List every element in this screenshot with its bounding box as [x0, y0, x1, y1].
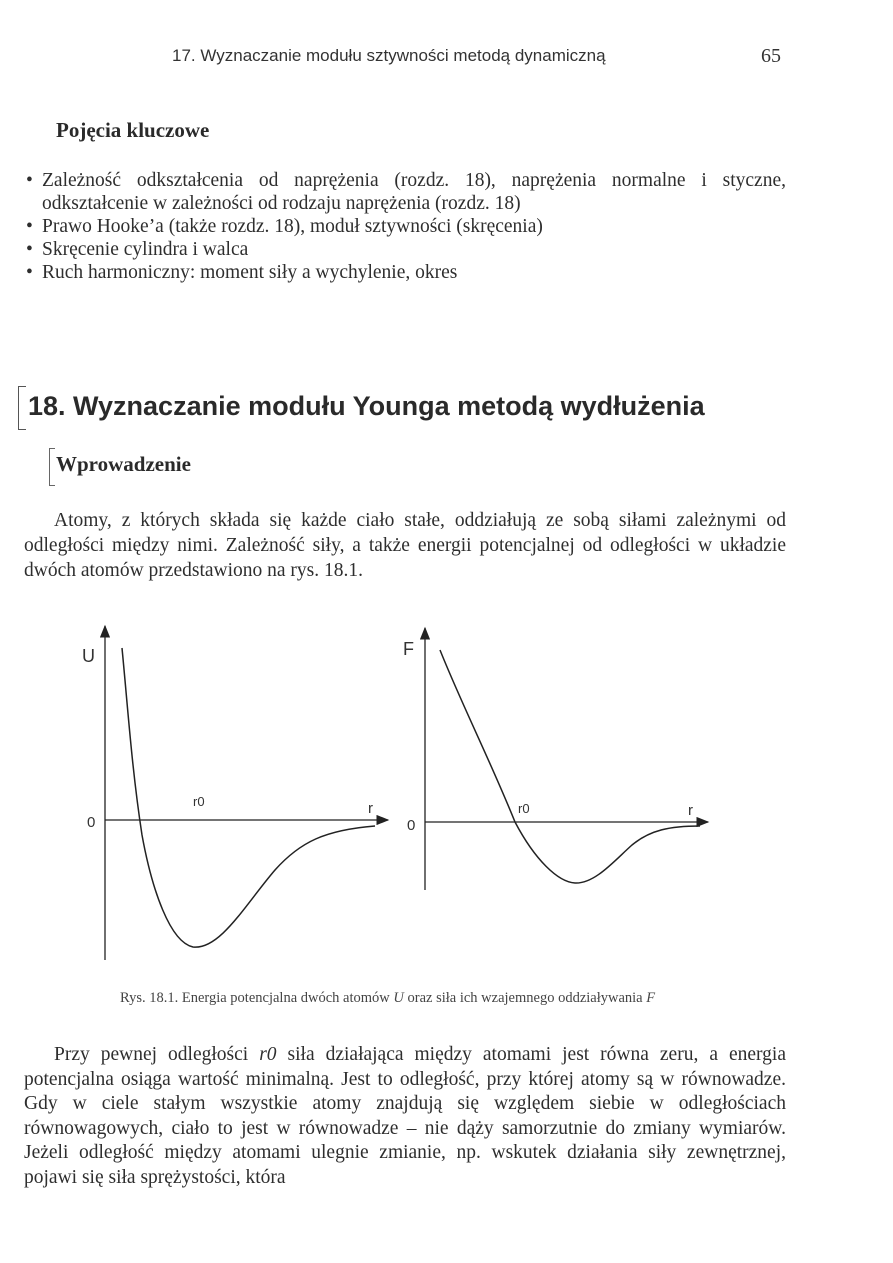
right-origin-label: 0	[407, 817, 416, 834]
right-plot	[403, 628, 708, 890]
list-item-text: Prawo Hooke’a (także rozdz. 18), moduł sztywności (skręcenia)	[42, 216, 543, 237]
list-item-text: Skręcenie cylindra i walca	[42, 239, 249, 260]
left-origin-label: 0	[87, 814, 96, 831]
caption-middle: oraz siła ich wzajemnego oddziaływania	[403, 990, 647, 1006]
caption-symbol-f: F	[646, 990, 656, 1006]
key-concepts-list	[26, 169, 786, 284]
figure-potential-force	[70, 620, 730, 970]
right-y-label: F	[403, 639, 414, 659]
symbol-r0: r0	[259, 1044, 277, 1065]
left-r0-label: r0	[193, 794, 205, 809]
list-item	[26, 215, 786, 238]
body-paragraph	[24, 1043, 786, 1191]
paragraph-part-2: siła działająca między atomami jest równa zeru, a energia potencjalna osiąga wartość minimalną. Jest to odległość, przy której atomy są w równowadze. Gdy w ciele stałym wszystkie atomy znajdują się względem siebie w odległościach równowagowych, ciało to jest w równowadze – nie dąży samorzutnie do zmiany wymiarów. Jeżeli odległość między atomami ulegnie zmianie, np. wskutek działania siły zewnętrznej, pojawi się siła sprężystości, która	[24, 1044, 786, 1188]
list-item	[26, 169, 786, 215]
section-bracket-mark	[49, 448, 55, 486]
caption-prefix: Rys. 18.1. Energia potencjalna dwóch atomów	[120, 990, 394, 1006]
potential-energy-curve	[122, 648, 375, 947]
bullet-icon: •	[26, 239, 33, 260]
page-number: 65	[761, 45, 781, 67]
bullet-icon: •	[26, 262, 33, 283]
section-heading: Wprowadzenie	[56, 452, 191, 476]
force-curve	[440, 650, 700, 883]
right-r0-label: r0	[518, 801, 530, 816]
paragraph-part-1: Przy pewnej odległości	[54, 1044, 260, 1065]
right-x-label: r	[688, 802, 693, 819]
list-item-text: Zależność odkształcenia od naprężenia (rozdz. 18), naprężenia normalne i styczne, odkształcenie w zależności od rodzaju naprężenia (rozdz. 18)	[42, 170, 786, 214]
left-x-label: r	[368, 800, 373, 817]
list-item	[26, 261, 786, 284]
left-y-label: U	[82, 646, 95, 666]
intro-paragraph: Atomy, z których składa się każde ciało stałe, oddziałują ze sobą siłami zależnymi od odległości między nimi. Zależność siły, a także energii potencjalnej od odległości w układzie dwóch atomów przedstawiono na rys. 18.1.	[24, 510, 786, 581]
key-concepts-heading: Pojęcia kluczowe	[56, 118, 210, 142]
figure-caption	[120, 990, 655, 1007]
left-plot	[82, 626, 388, 960]
bullet-icon: •	[26, 170, 33, 191]
caption-symbol-u: U	[393, 990, 404, 1006]
list-item-text: Ruch harmoniczny: moment siły a wychylenie, okres	[42, 262, 458, 283]
figure-svg	[70, 620, 730, 970]
list-item	[26, 238, 786, 261]
bullet-icon: •	[26, 216, 33, 237]
chapter-bracket-mark	[18, 386, 26, 430]
chapter-title: 18. Wyznaczanie modułu Younga metodą wydłużenia	[28, 391, 705, 421]
running-header: 17. Wyznaczanie modułu sztywności metodą dynamiczną	[172, 46, 606, 65]
